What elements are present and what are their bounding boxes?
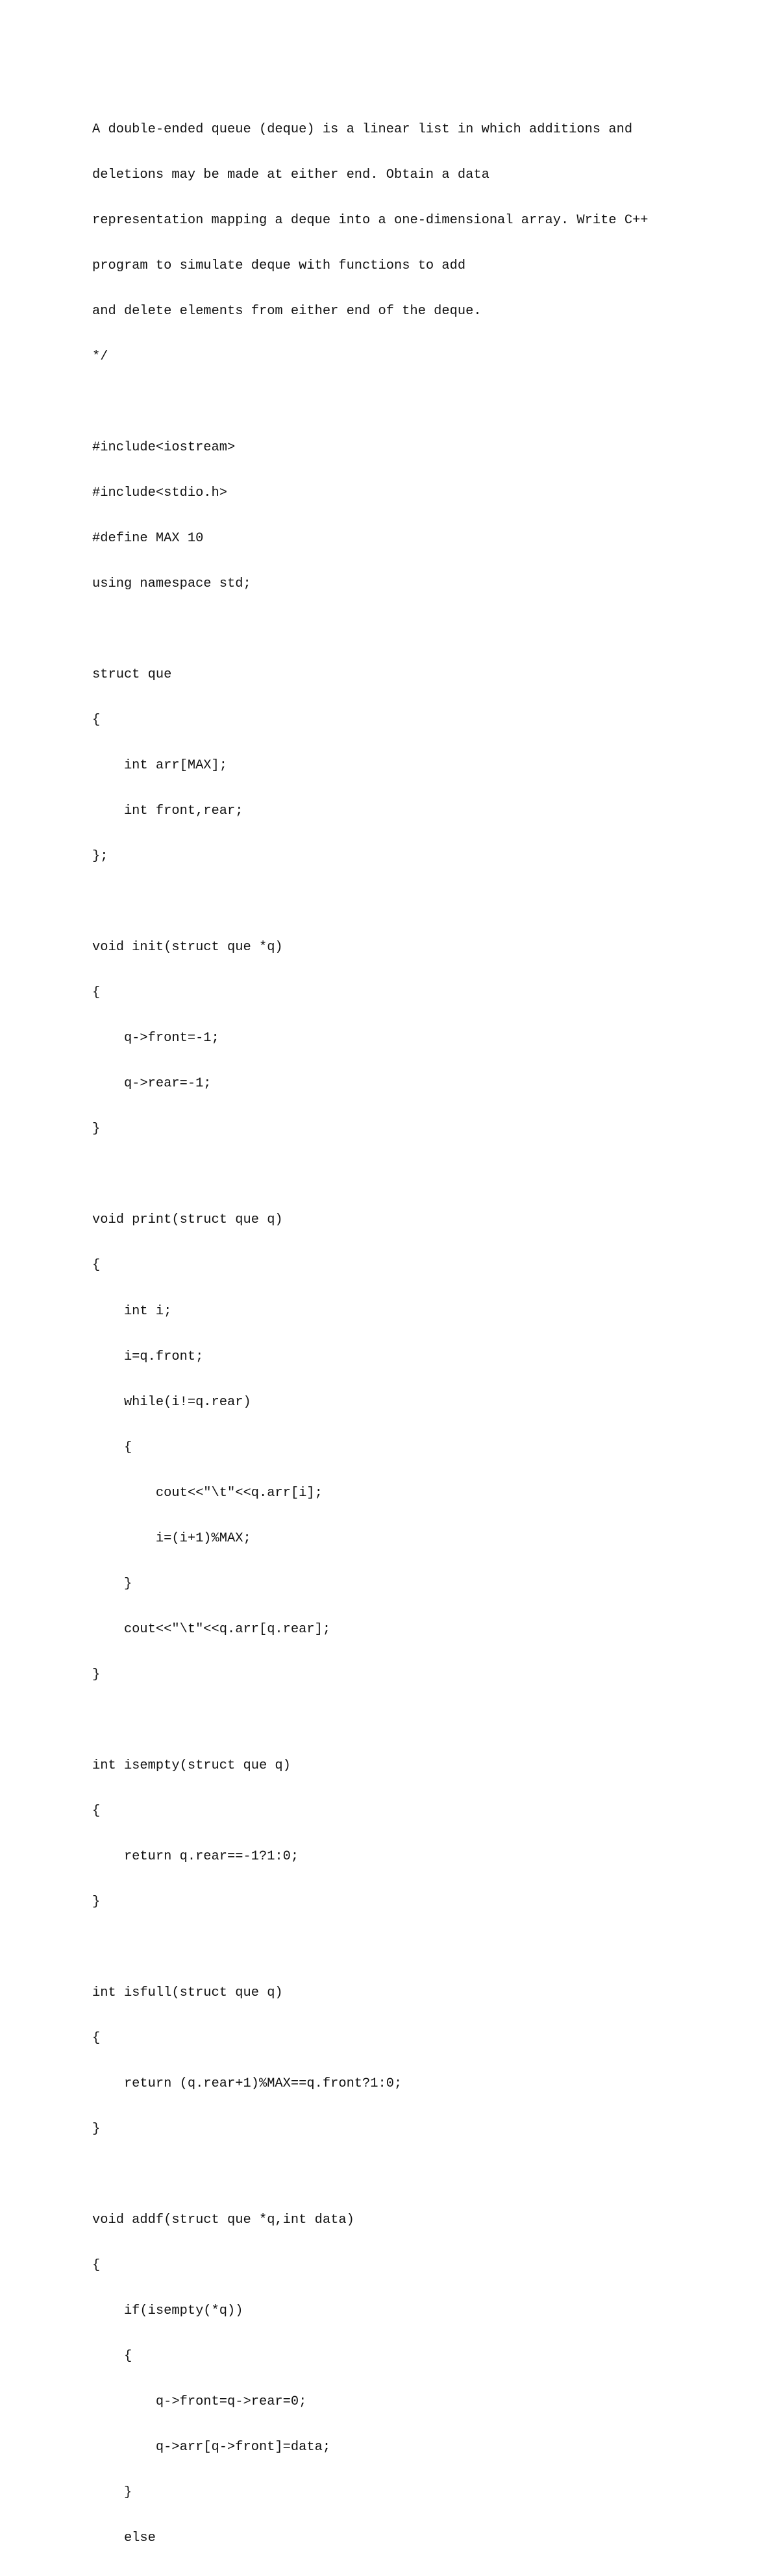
blank-line [92, 2167, 649, 2182]
code-line: } [92, 1667, 101, 1682]
code-line: q->rear=-1; [92, 1076, 212, 1092]
comment-end-line: */ [92, 349, 108, 364]
code-line: { [92, 2349, 132, 2364]
code-line: int i; [92, 1303, 172, 1319]
code-line: { [92, 713, 101, 728]
code-line: { [92, 985, 101, 1001]
text-line: program to simulate deque with functions to add [92, 258, 466, 273]
code-line: } [92, 1576, 132, 1591]
code-line: if(isempty(*q)) [92, 2303, 243, 2319]
code-line: } [92, 2485, 132, 2501]
text-line: representation mapping a deque into a one-dimensional array. Write C++ [92, 212, 649, 228]
code-line: int isempty(struct que q) [92, 1758, 291, 1773]
code-line: void addf(struct que *q,int data) [92, 2213, 354, 2228]
text-line: A double-ended queue (deque) is a linear list in which additions and [92, 121, 633, 137]
blank-line [92, 622, 649, 637]
code-line: return q.rear==-1?1:0; [92, 1848, 299, 1864]
code-line: q->front=-1; [92, 1031, 219, 1046]
code-line: { [92, 2031, 101, 2046]
code-line: q->front=q->rear=0; [92, 2394, 307, 2410]
code-line: { [92, 1803, 101, 1819]
code-line: cout<<"\t"<<q.arr[q.rear]; [92, 1621, 331, 1637]
code-listing [92, 92, 649, 2576]
code-line: i=q.front; [92, 1349, 204, 1364]
code-line: else [92, 2531, 156, 2546]
blank-line [92, 894, 649, 909]
include-line: #include<iostream> [92, 439, 236, 455]
blank-line [92, 1713, 649, 1728]
blank-line [92, 395, 649, 410]
code-line: int isfull(struct que q) [92, 1985, 283, 2000]
code-line: { [92, 1258, 101, 1273]
text-line: and delete elements from either end of the deque. [92, 303, 482, 319]
code-line: }; [92, 849, 108, 865]
code-line: int front,rear; [92, 803, 243, 819]
code-line: void init(struct que *q) [92, 940, 283, 955]
code-line: while(i!=q.rear) [92, 1394, 251, 1410]
blank-line [92, 1940, 649, 1955]
code-line: int arr[MAX]; [92, 758, 228, 774]
code-line: return (q.rear+1)%MAX==q.front?1:0; [92, 2076, 402, 2092]
code-line: void print(struct que q) [92, 1212, 283, 1228]
code-line: q->arr[q->front]=data; [92, 2440, 331, 2455]
namespace-line: using namespace std; [92, 576, 251, 591]
code-line: struct que [92, 667, 172, 683]
code-line: } [92, 1894, 101, 1909]
code-line: } [92, 2122, 101, 2137]
include-line: #include<stdio.h> [92, 485, 228, 500]
code-line: } [92, 1122, 101, 1137]
code-line: i=(i+1)%MAX; [92, 1530, 251, 1546]
define-line: #define MAX 10 [92, 530, 204, 546]
text-line: deletions may be made at either end. Obtain a data [92, 167, 489, 182]
code-line: cout<<"\t"<<q.arr[i]; [92, 1485, 323, 1501]
code-line: { [92, 2258, 101, 2274]
code-line: { [92, 1440, 132, 1455]
blank-line [92, 1167, 649, 1182]
